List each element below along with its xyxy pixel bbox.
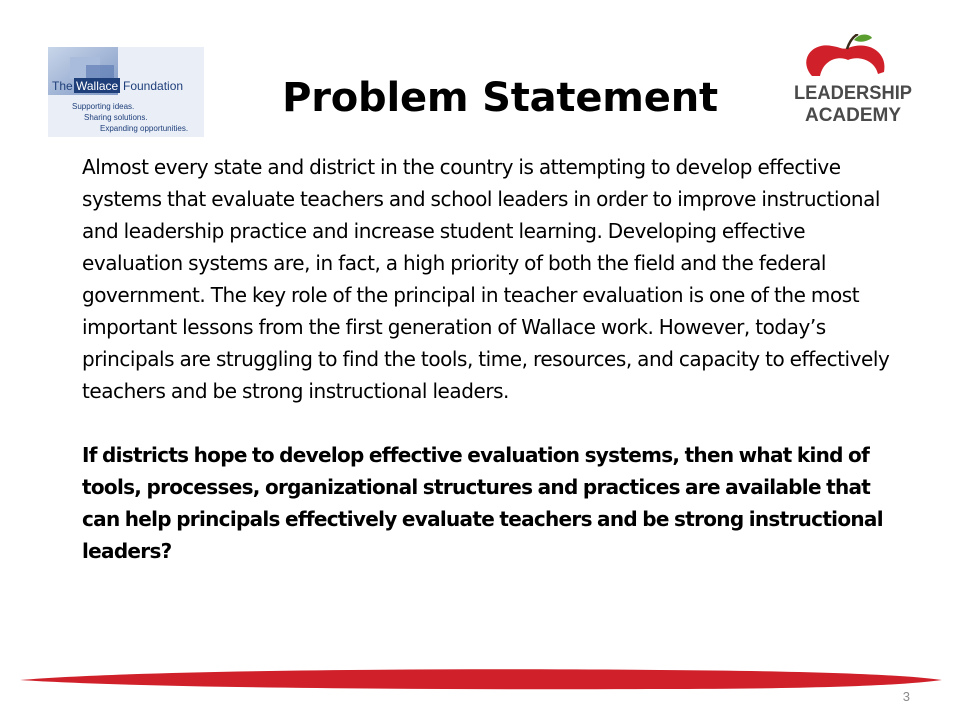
wallace-tagline-1: Supporting ideas. (72, 102, 135, 111)
slide-body (82, 151, 892, 567)
page-number: 3 (902, 689, 910, 704)
wallace-tagline-3: Expanding opportunities. (100, 124, 189, 133)
footer-swoosh-graphic (20, 664, 942, 692)
nyc-logo-line3: ACADEMY (805, 105, 902, 126)
problem-paragraph: Almost every state and district in the country is attempting to develop effective systems that evaluate teachers and school leaders in order to improve instructional and leadership practice and increase student learning. Developing effective evaluation systems are, in fact, a high priority of both the field and the federal government. The key role of the principal in teacher evaluation is one of the most important lessons from the first generation of Wallace work. However, today’s principals are struggling to find the tools, time, resources, and capacity to effectively teachers and be strong instructional leaders. (82, 155, 890, 403)
nyc-logo-line2: LEADERSHIP (794, 83, 913, 104)
wallace-tagline-2: Sharing solutions. (84, 113, 148, 122)
wallace-name-the: The (52, 79, 73, 93)
slide-title: Problem Statement (282, 75, 718, 121)
question-paragraph: If districts hope to develop effective evaluation systems, then what kind of tools, processes, organizational structures and practices are available that can help principals effectively evaluate teachers and be strong instructional leaders? (82, 443, 883, 563)
nyc-logo-line1: NYC (836, 61, 872, 80)
footer-divider-bar (20, 664, 942, 692)
wallace-name-wallace: Wallace (76, 79, 119, 93)
wallace-name-foundation: Foundation (123, 79, 184, 93)
